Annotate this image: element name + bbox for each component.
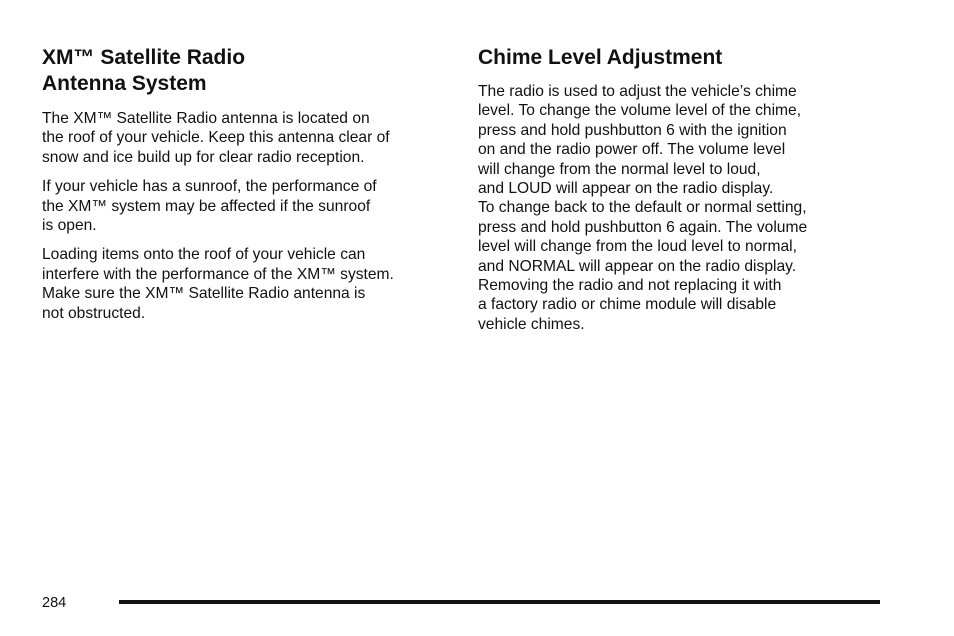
text-line: and LOUD will appear on the radio display. — [478, 180, 774, 198]
section-heading-chime-level: Chime Level Adjustment — [478, 46, 723, 69]
text-line: To change back to the default or normal setting, — [478, 199, 807, 217]
heading-line-2: Antenna System — [42, 72, 207, 95]
text-line: level will change from the loud level to normal, — [478, 238, 797, 256]
section-heading-xm-antenna — [42, 45, 454, 97]
paragraph-chime-level — [478, 82, 878, 334]
paragraph-roof-loading — [42, 245, 454, 323]
heading-line-1: XM™ Satellite Radio — [42, 46, 246, 69]
paragraph-sunroof — [42, 177, 454, 235]
text-line: press and hold pushbutton 6 again. The volume — [478, 218, 808, 236]
text-line: The XM™ Satellite Radio antenna is located on — [42, 110, 370, 127]
text-line: interfere with the performance of the XM™ system. — [42, 265, 394, 283]
text-line: vehicle chimes. — [478, 315, 585, 333]
text-line: not obstructed. — [42, 304, 146, 322]
right-column — [478, 44, 878, 344]
text-line: Removing the radio and not replacing it with — [478, 277, 782, 295]
footer-rule — [119, 600, 880, 604]
paragraph-antenna-location — [42, 109, 454, 167]
text-line: level. To change the volume level of the chime, — [478, 102, 802, 120]
text-line: the roof of your vehicle. Keep this antenna clear of — [42, 129, 390, 147]
text-line: snow and ice build up for clear radio reception. — [42, 148, 365, 166]
text-line: and NORMAL will appear on the radio display. — [478, 257, 797, 275]
text-line: Make sure the XM™ Satellite Radio antenna is — [42, 285, 366, 303]
text-line: The radio is used to adjust the vehicle’s chime — [478, 83, 797, 100]
text-line: press and hold pushbutton 6 with the ignition — [478, 121, 787, 139]
text-line: on and the radio power off. The volume level — [478, 141, 786, 159]
text-line: will change from the normal level to loud, — [478, 160, 761, 178]
text-line: Loading items onto the roof of your vehicle can — [42, 246, 366, 264]
text-line: the XM™ system may be affected if the sunroof — [42, 197, 371, 215]
text-line: a factory radio or chime module will disable — [478, 296, 777, 314]
text-line: is open. — [42, 217, 97, 235]
left-column — [42, 44, 454, 333]
text-line: If your vehicle has a sunroof, the performance of — [42, 178, 377, 196]
page-number: 284 — [42, 595, 67, 611]
